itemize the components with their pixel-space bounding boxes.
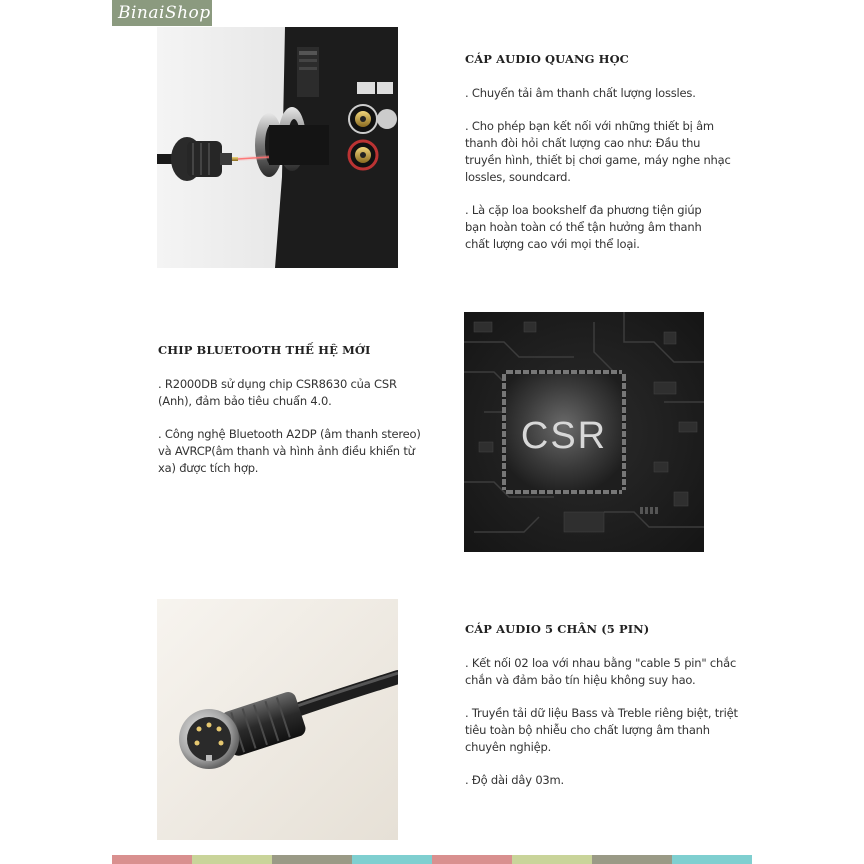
footer-color-segment (592, 855, 672, 864)
section-paragraph: . Kết nối 02 loa với nhau bằng "cable 5 pin" chắc chắn và đảm bảo tín hiệu không suy hao. (465, 656, 737, 687)
five-pin-cable-photo (157, 599, 398, 840)
section-paragraph: . Cho phép bạn kết nối với những thiết bị âm thanh đòi hỏi chất lượng cao như: Đầu thu truyền hình, thiết bị chơi game, máy nghe nhạc lossles, soundcard. (465, 119, 731, 184)
footer-color-segment (512, 855, 592, 864)
bluetooth-chip-section (158, 343, 438, 493)
section-paragraph: . Là cặp loa bookshelf đa phương tiện giúp bạn hoàn toàn có thể tận hưởng âm thanh chất lượng cao với mọi thể loại. (465, 203, 702, 251)
footer-color-segment (672, 855, 752, 864)
footer-color-segment (432, 855, 512, 864)
chip-label: CSR (520, 415, 608, 457)
optical-cable-section (465, 52, 755, 269)
section-heading: CÁP AUDIO 5 CHÂN (5 PIN) (465, 622, 650, 636)
footer-color-segment (272, 855, 352, 864)
section-paragraph: . Độ dài dây 03m. (465, 773, 565, 787)
logo-brand: Binai (118, 3, 165, 23)
footer-color-segment (192, 855, 272, 864)
footer-color-segment (352, 855, 432, 864)
five-pin-cable-section (465, 622, 755, 805)
section-heading: CÁP AUDIO QUANG HỌC (465, 52, 629, 66)
logo-shop: Shop (164, 3, 211, 23)
footer-color-segment (112, 855, 192, 864)
section-paragraph: . Công nghệ Bluetooth A2DP (âm thanh stereo) và AVRCP(âm thanh và hình ảnh điều khiển từ xa) được tích hợp. (158, 427, 421, 475)
optical-cable-photo (157, 27, 398, 268)
csr-chip-photo (464, 312, 704, 552)
section-paragraph: . Chuyển tải âm thanh chất lượng lossles. (465, 86, 696, 100)
shop-logo[interactable] (112, 0, 212, 26)
section-paragraph: . Truyền tải dữ liệu Bass và Treble riêng biệt, triệt tiêu toàn bộ nhiễu cho chất lượng âm thanh chuyên nghiệp. (465, 706, 738, 754)
section-paragraph: . R2000DB sử dụng chip CSR8630 của CSR (Anh), đảm bảo tiêu chuẩn 4.0. (158, 377, 397, 408)
section-heading: CHIP BLUETOOTH THẾ HỆ MỚI (158, 343, 371, 357)
footer-color-bar (112, 855, 752, 864)
